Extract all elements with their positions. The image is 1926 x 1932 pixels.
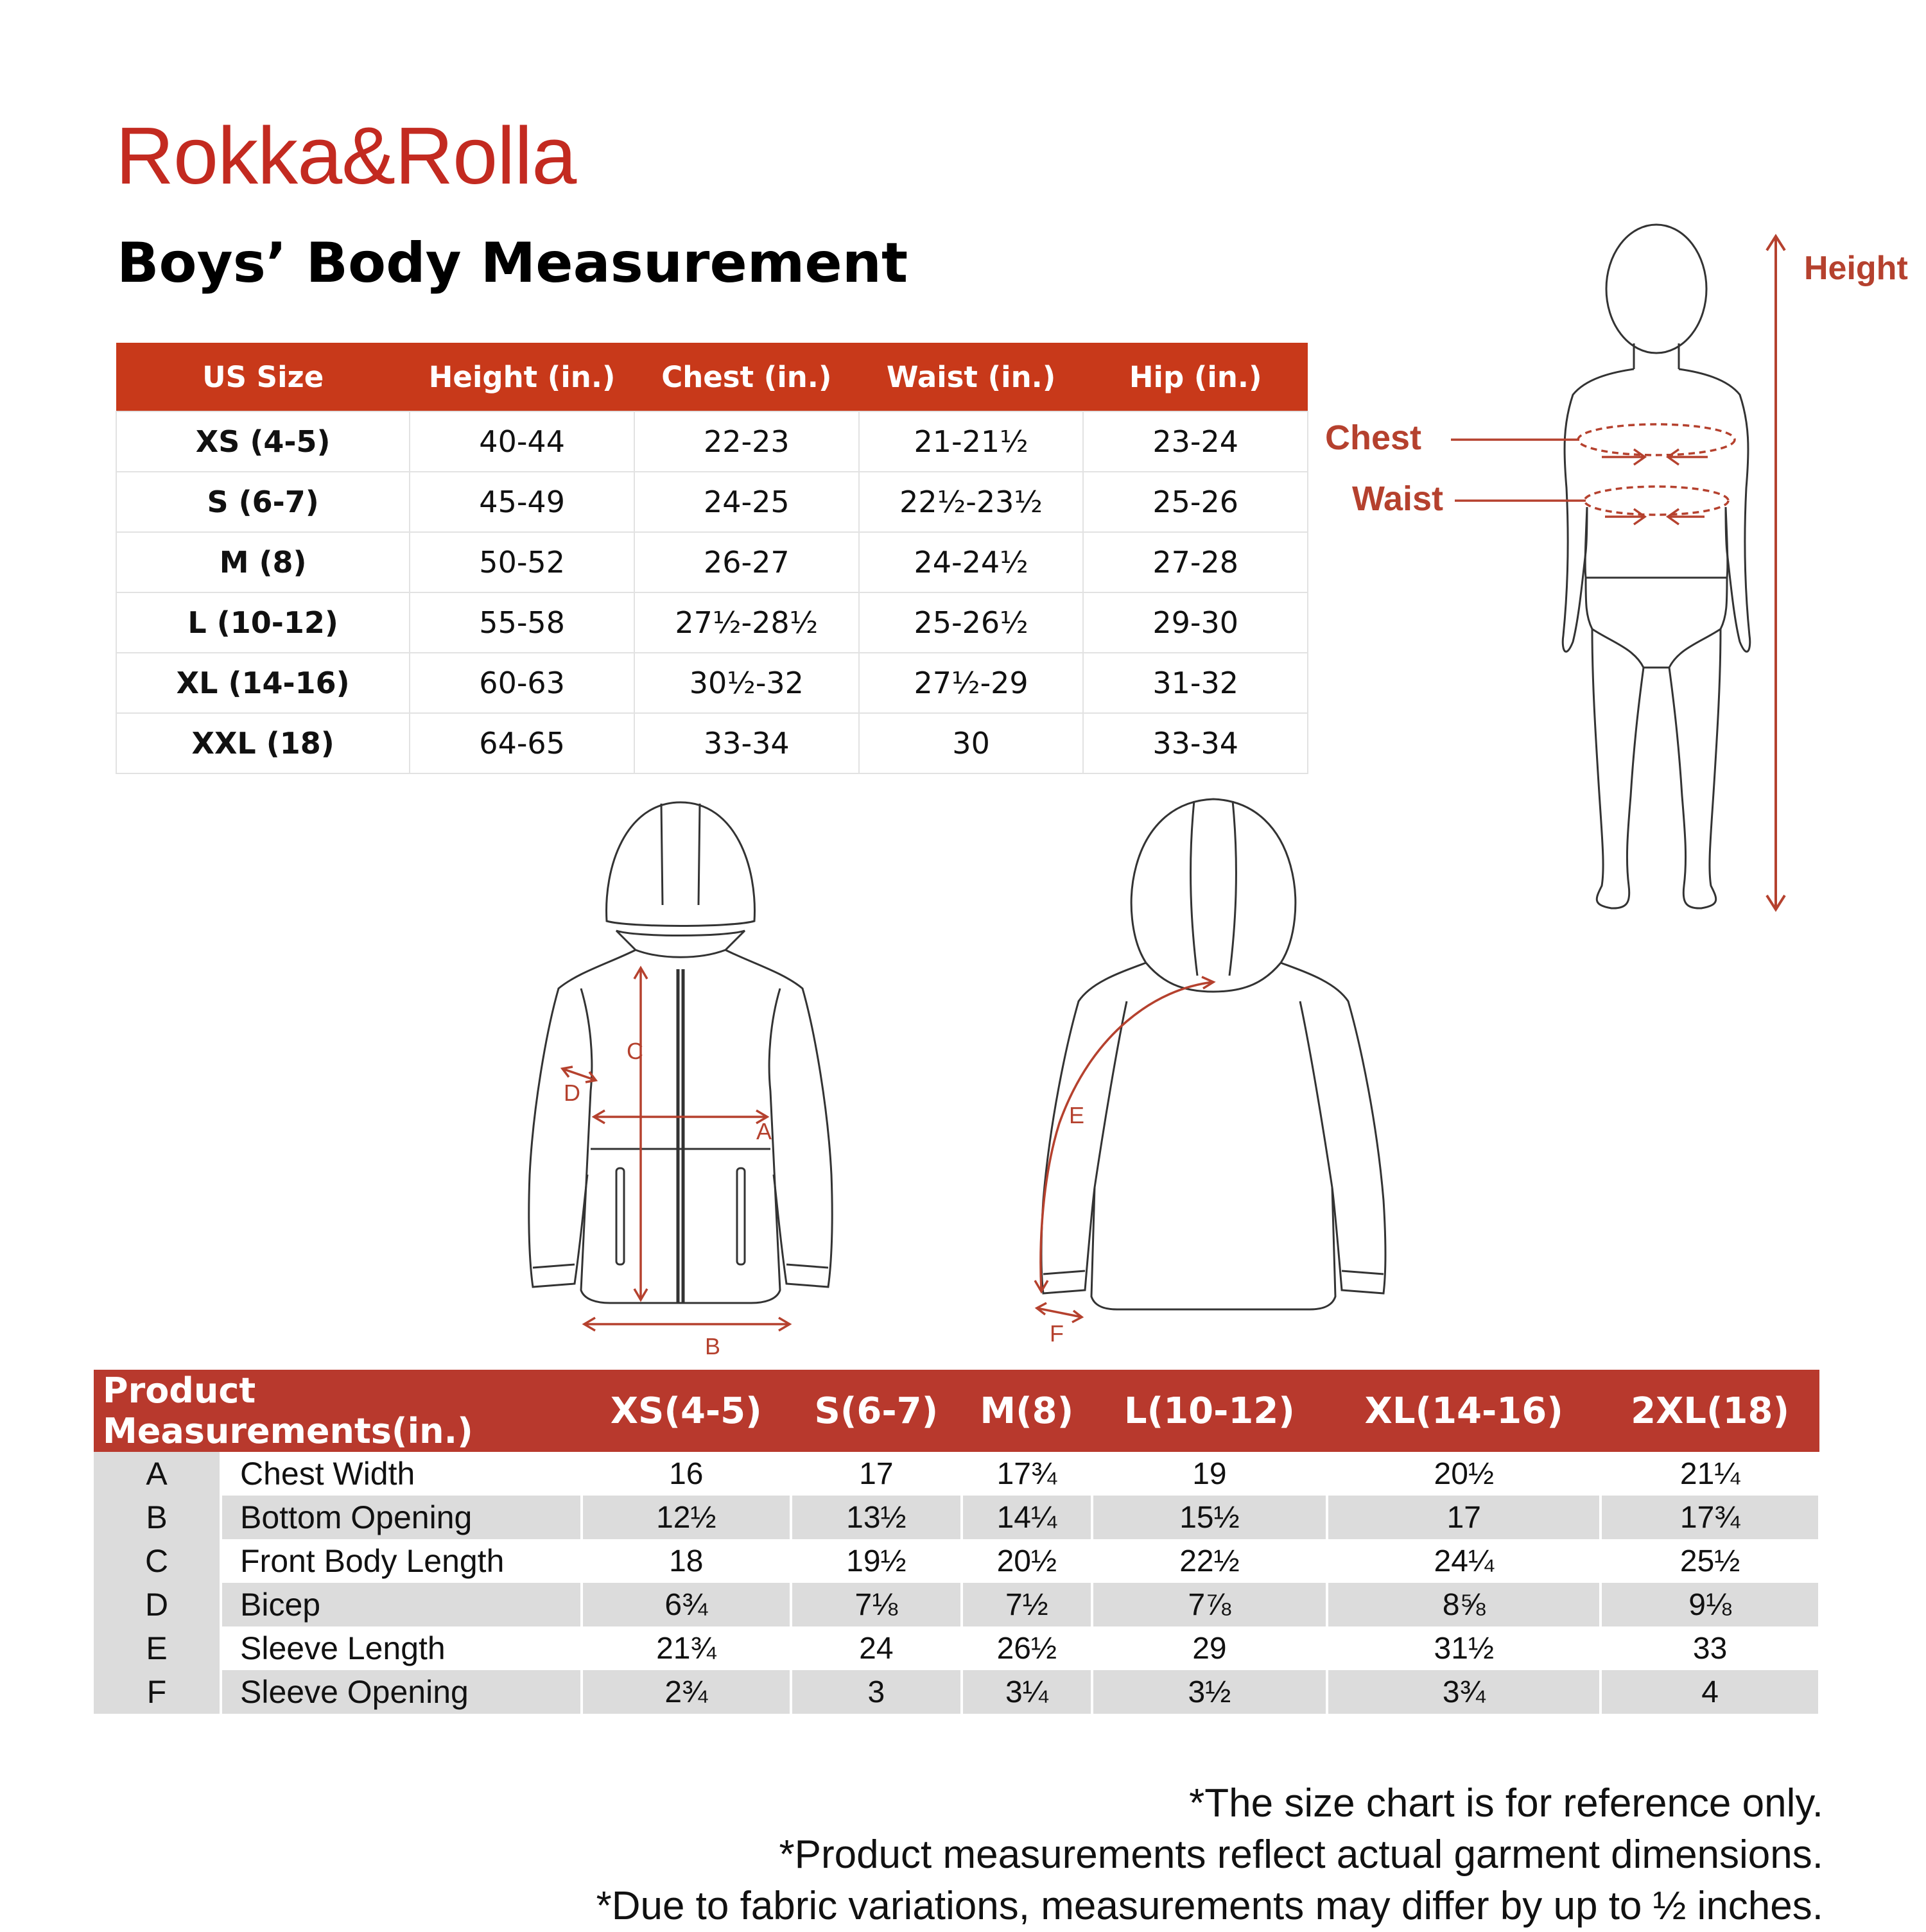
measurement-name: Chest Width bbox=[221, 1452, 582, 1496]
measurement-name: Sleeve Length bbox=[221, 1626, 582, 1670]
measurement-value: 29 bbox=[1092, 1626, 1328, 1670]
header-size-l: L(10-12) bbox=[1092, 1370, 1328, 1452]
hip-cell: 25-26 bbox=[1083, 472, 1308, 532]
jacket-front-diagram bbox=[514, 789, 912, 1359]
table-row bbox=[116, 411, 1308, 472]
measurement-value: 26½ bbox=[962, 1626, 1091, 1670]
waist-cell: 30 bbox=[859, 713, 1084, 773]
note-garment-dimensions: *Product measurements reflect actual garment dimensions. bbox=[779, 1833, 1823, 1877]
measurement-code: F bbox=[94, 1670, 221, 1714]
header-size-xs: XS(4-5) bbox=[582, 1370, 791, 1452]
table-row bbox=[116, 713, 1308, 773]
measurement-value: 8⅝ bbox=[1327, 1583, 1601, 1626]
measurement-value: 15½ bbox=[1092, 1496, 1328, 1539]
measurement-name: Front Body Length bbox=[221, 1539, 582, 1583]
jacket-front-icon bbox=[529, 802, 832, 1303]
label-c: C bbox=[627, 1038, 643, 1064]
child-figure-icon bbox=[1563, 225, 1750, 908]
table-row bbox=[94, 1626, 1819, 1670]
table-row bbox=[94, 1452, 1819, 1496]
measurement-code: D bbox=[94, 1583, 221, 1626]
chest-label: Chest bbox=[1325, 418, 1422, 457]
waist-cell: 27½-29 bbox=[859, 653, 1084, 713]
note-fabric-variation: *Due to fabric variations, measurements may differ by up to ½ inches. bbox=[596, 1884, 1823, 1928]
measurement-value: 20½ bbox=[1327, 1452, 1601, 1496]
header-hip: Hip (in.) bbox=[1083, 343, 1308, 411]
measurement-name: Bicep bbox=[221, 1583, 582, 1626]
measurement-value: 31½ bbox=[1327, 1626, 1601, 1670]
measurement-value: 3 bbox=[791, 1670, 962, 1714]
table-row bbox=[116, 653, 1308, 713]
measurement-value: 12½ bbox=[582, 1496, 791, 1539]
table-row bbox=[94, 1539, 1819, 1583]
chest-cell: 24-25 bbox=[634, 472, 859, 532]
label-e: E bbox=[1069, 1102, 1085, 1128]
note-reference-only: *The size chart is for reference only. bbox=[1189, 1781, 1823, 1825]
measurement-value: 4 bbox=[1601, 1670, 1819, 1714]
measurement-value: 18 bbox=[582, 1539, 791, 1583]
measurement-value: 17¾ bbox=[962, 1452, 1091, 1496]
measurement-value: 7⅞ bbox=[1092, 1583, 1328, 1626]
size-cell: M (8) bbox=[116, 532, 410, 592]
chest-cell: 33-34 bbox=[634, 713, 859, 773]
waist-cell: 22½-23½ bbox=[859, 472, 1084, 532]
header-size-s: S(6-7) bbox=[791, 1370, 962, 1452]
table-row bbox=[94, 1583, 1819, 1626]
body-measurement-table bbox=[116, 343, 1308, 774]
label-b: B bbox=[705, 1333, 721, 1359]
table-row bbox=[116, 592, 1308, 653]
label-d: D bbox=[564, 1080, 580, 1106]
size-cell: XL (14-16) bbox=[116, 653, 410, 713]
header-size-2xl: 2XL(18) bbox=[1601, 1370, 1819, 1452]
measurement-value: 9⅛ bbox=[1601, 1583, 1819, 1626]
measurement-value: 19 bbox=[1092, 1452, 1328, 1496]
measurement-value: 3½ bbox=[1092, 1670, 1328, 1714]
hip-cell: 31-32 bbox=[1083, 653, 1308, 713]
jacket-back-diagram bbox=[1014, 789, 1412, 1354]
page-title: Boys’ Body Measurement bbox=[117, 231, 908, 295]
height-cell: 50-52 bbox=[410, 532, 634, 592]
measurement-code: C bbox=[94, 1539, 221, 1583]
header-size-xl: XL(14-16) bbox=[1327, 1370, 1601, 1452]
label-a: A bbox=[756, 1118, 772, 1144]
waist-cell: 25-26½ bbox=[859, 592, 1084, 653]
measurement-value: 21¼ bbox=[1601, 1452, 1819, 1496]
product-table-header-row bbox=[94, 1370, 1819, 1452]
jacket-back-icon bbox=[1041, 799, 1385, 1309]
size-cell: L (10-12) bbox=[116, 592, 410, 653]
measurement-value: 6¾ bbox=[582, 1583, 791, 1626]
measurement-name: Sleeve Opening bbox=[221, 1670, 582, 1714]
hip-cell: 33-34 bbox=[1083, 713, 1308, 773]
measurement-value: 22½ bbox=[1092, 1539, 1328, 1583]
measurement-value: 33 bbox=[1601, 1626, 1819, 1670]
size-cell: XS (4-5) bbox=[116, 411, 410, 472]
hip-cell: 23-24 bbox=[1083, 411, 1308, 472]
height-cell: 60-63 bbox=[410, 653, 634, 713]
height-arrow bbox=[1767, 236, 1785, 910]
chest-cell: 22-23 bbox=[634, 411, 859, 472]
hip-cell: 29-30 bbox=[1083, 592, 1308, 653]
measurement-name: Bottom Opening bbox=[221, 1496, 582, 1539]
measurement-value: 25½ bbox=[1601, 1539, 1819, 1583]
disclaimer-notes bbox=[596, 1778, 1823, 1932]
waist-cell: 24-24½ bbox=[859, 532, 1084, 592]
chest-cell: 26-27 bbox=[634, 532, 859, 592]
measurement-code: B bbox=[94, 1496, 221, 1539]
measurement-value: 2¾ bbox=[582, 1670, 791, 1714]
hip-cell: 27-28 bbox=[1083, 532, 1308, 592]
chest-cell: 27½-28½ bbox=[634, 592, 859, 653]
header-product-measurements: Product Measurements(in.) bbox=[94, 1370, 582, 1452]
measurement-value: 3¼ bbox=[962, 1670, 1091, 1714]
measurement-value: 13½ bbox=[791, 1496, 962, 1539]
measurement-value: 24¼ bbox=[1327, 1539, 1601, 1583]
measurement-value: 21¾ bbox=[582, 1626, 791, 1670]
label-f: F bbox=[1050, 1320, 1064, 1347]
measurement-value: 17 bbox=[1327, 1496, 1601, 1539]
waist-label: Waist bbox=[1352, 479, 1444, 518]
measurement-value: 3¾ bbox=[1327, 1670, 1601, 1714]
measurement-value: 19½ bbox=[791, 1539, 962, 1583]
header-height: Height (in.) bbox=[410, 343, 634, 411]
header-size-m: M(8) bbox=[962, 1370, 1091, 1452]
table-row bbox=[94, 1670, 1819, 1714]
height-label: Height bbox=[1804, 250, 1908, 287]
measurement-value: 14¼ bbox=[962, 1496, 1091, 1539]
measurement-value: 24 bbox=[791, 1626, 962, 1670]
brand-logo: Rokka&Rolla bbox=[116, 110, 577, 201]
table-row bbox=[116, 532, 1308, 592]
measurement-value: 17¾ bbox=[1601, 1496, 1819, 1539]
table-row bbox=[94, 1496, 1819, 1539]
size-cell: XXL (18) bbox=[116, 713, 410, 773]
header-chest: Chest (in.) bbox=[634, 343, 859, 411]
table-row bbox=[116, 472, 1308, 532]
header-waist: Waist (in.) bbox=[859, 343, 1084, 411]
body-table-header-row bbox=[116, 343, 1308, 411]
measurement-value: 20½ bbox=[962, 1539, 1091, 1583]
measurement-code: A bbox=[94, 1452, 221, 1496]
measurement-value: 16 bbox=[582, 1452, 791, 1496]
height-cell: 40-44 bbox=[410, 411, 634, 472]
jacket-back-arrows bbox=[1035, 977, 1213, 1322]
measurement-value: 17 bbox=[791, 1452, 962, 1496]
chest-waist-arrows bbox=[1451, 424, 1735, 524]
height-cell: 55-58 bbox=[410, 592, 634, 653]
product-measurement-table bbox=[94, 1370, 1821, 1714]
measurement-value: 7⅛ bbox=[791, 1583, 962, 1626]
measurement-code: E bbox=[94, 1626, 221, 1670]
waist-cell: 21-21½ bbox=[859, 411, 1084, 472]
height-cell: 45-49 bbox=[410, 472, 634, 532]
measurement-value: 7½ bbox=[962, 1583, 1091, 1626]
height-cell: 64-65 bbox=[410, 713, 634, 773]
chest-cell: 30½-32 bbox=[634, 653, 859, 713]
size-cell: S (6-7) bbox=[116, 472, 410, 532]
header-us-size: US Size bbox=[116, 343, 410, 411]
